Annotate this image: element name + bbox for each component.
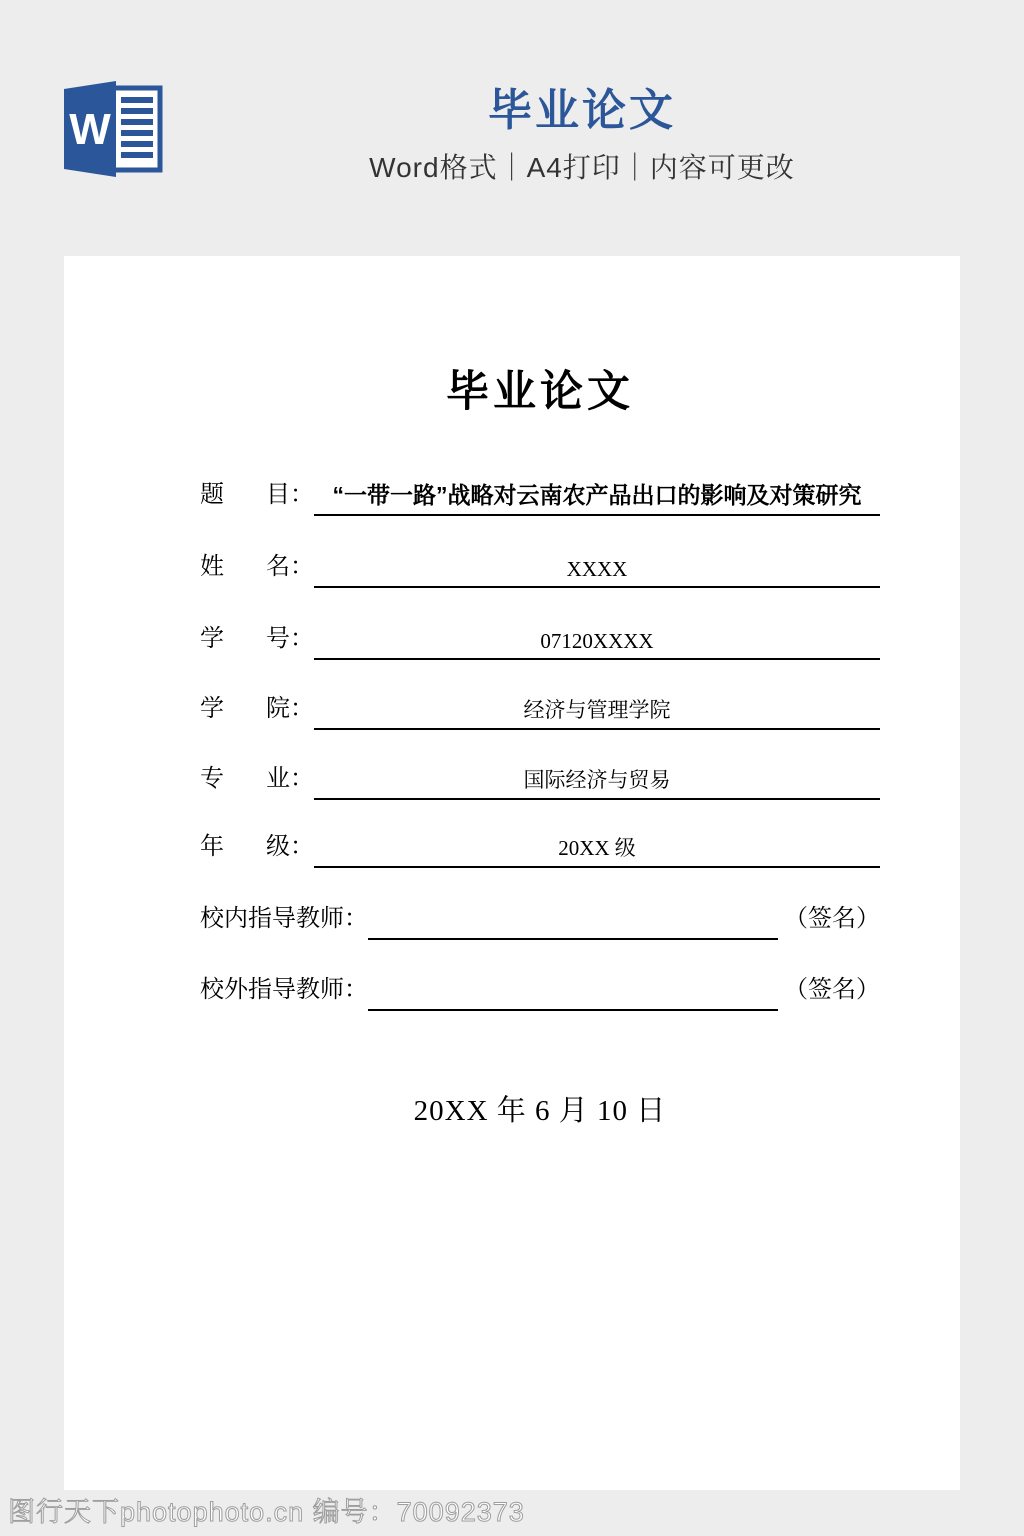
- signature-suffix: （签名）: [784, 977, 880, 1003]
- field-label: 题目: [200, 482, 290, 508]
- field-underline: [314, 614, 880, 660]
- field-underline: [314, 470, 880, 516]
- field-underline: [314, 542, 880, 588]
- field-row-college: [200, 686, 880, 730]
- field-colon: ：: [290, 626, 314, 652]
- field-value: 20XX 级: [558, 836, 636, 860]
- field-label: 学院: [200, 696, 290, 722]
- document-title: 毕业论文: [446, 369, 634, 416]
- field-underline: [314, 754, 880, 800]
- field-row-external-supervisor: [200, 967, 880, 1011]
- field-label: 学号: [200, 626, 290, 652]
- field-colon: ：: [290, 482, 314, 508]
- field-value: “一带一路”战略对云南农产品出口的影响及对策研究: [332, 482, 862, 508]
- field-label: 专业: [200, 766, 290, 792]
- field-colon: ：: [344, 906, 368, 932]
- date-line: 20XX 年 6 月 10 日: [413, 1095, 667, 1127]
- field-colon: ：: [344, 977, 368, 1003]
- field-colon: ：: [290, 696, 314, 722]
- field-value: 经济与管理学院: [523, 698, 671, 722]
- field-value: 国际经济与贸易: [523, 768, 671, 792]
- field-row-internal-supervisor: [200, 896, 880, 940]
- field-colon: ：: [290, 834, 314, 860]
- field-label: 校外指导教师: [200, 977, 344, 1003]
- field-row-grade: [200, 824, 880, 868]
- field-label: 年级: [200, 834, 290, 860]
- field-colon: ：: [290, 554, 314, 580]
- field-value: 07120XXXX: [540, 629, 654, 653]
- field-row-name: [200, 544, 880, 588]
- field-underline: [314, 822, 880, 868]
- field-underline: [368, 965, 778, 1011]
- header: [140, 88, 1024, 186]
- field-row-topic: [200, 472, 880, 516]
- field-value: XXXX: [566, 557, 628, 581]
- header-subtitle: Word格式｜A4打印｜内容可更改: [369, 152, 795, 184]
- svg-text:W: W: [69, 105, 111, 154]
- header-title: 毕业论文: [488, 86, 676, 135]
- field-label: 校内指导教师: [200, 906, 344, 932]
- field-row-major: [200, 756, 880, 800]
- field-underline: [314, 684, 880, 730]
- field-row-student-id: [200, 616, 880, 660]
- signature-suffix: （签名）: [784, 906, 880, 932]
- field-colon: ：: [290, 766, 314, 792]
- field-underline: [368, 894, 778, 940]
- field-label: 姓名: [200, 554, 290, 580]
- watermark-text: 图行天下photophoto.cn 编号：70092373: [8, 1497, 525, 1527]
- document-page: [64, 256, 960, 1490]
